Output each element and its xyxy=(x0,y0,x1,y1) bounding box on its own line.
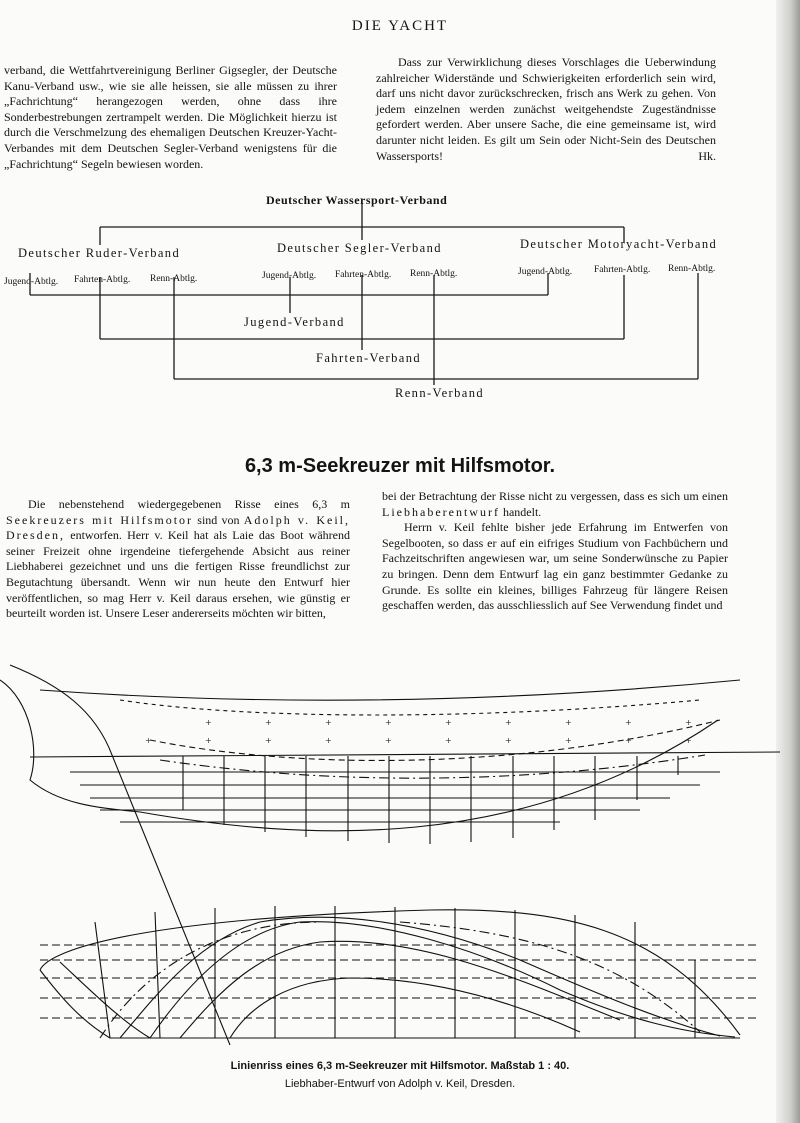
svg-text:+: + xyxy=(505,718,512,727)
running-header: DIE YACHT xyxy=(351,18,449,34)
intro-right-column xyxy=(376,55,716,164)
article-right-column xyxy=(382,489,728,614)
waterline xyxy=(30,752,780,757)
sheer-line xyxy=(40,680,740,700)
waterline-curve-4 xyxy=(230,978,580,1038)
designer-name-emphasis: Adolph v. Keil, Dresden, xyxy=(6,512,350,543)
svg-text:+: + xyxy=(205,736,212,745)
svg-text:+: + xyxy=(145,736,152,745)
station-lines xyxy=(183,756,678,844)
intro-left-column xyxy=(4,63,337,172)
rudder-stem-line xyxy=(10,665,230,1045)
article-right-fragment: bei der Betrachtung der Risse nicht zu vergessen, dass es sich um einen xyxy=(382,489,728,503)
svg-text:+: + xyxy=(385,718,392,727)
renn-verband: Renn-Verband xyxy=(395,386,484,400)
waterline-curve-2 xyxy=(150,922,735,1038)
station-marks xyxy=(145,718,692,745)
verband-ruder: Deutscher Ruder-Verband xyxy=(18,246,181,260)
intro-right-text xyxy=(376,55,716,164)
intro-left-text: verband, die Wettfahrtvereinigung Berliner Gigsegler, der Deutsche Kanu-Verband usw., wie sie alle heissen, sie alle müssen zu ihrer „Fachrichtung“ herangezogen werden, ohne dass ihre Sonderbestrebungen zertrampelt werden. Die Möglichkeit hierzu ist durch die Verschmelzung des ehemaligen Deutschen Kreuzer-Yacht-Verbandes mit dem Deutschen Segler-Verband wenigstens für die „Fachrichtung“ Segeln bewiesen worden. xyxy=(4,63,337,171)
diagonal-dashed-1 xyxy=(100,922,320,1038)
liebhaber-emphasis: Liebhaberentwurf xyxy=(382,504,500,519)
organization-chart xyxy=(0,185,800,405)
fahrten-verband: Fahrten-Verband xyxy=(316,351,421,365)
svg-text:+: + xyxy=(445,718,452,727)
figure-caption-sub: Liebhaber-Entwurf von Adolph v. Keil, Dresden. xyxy=(284,1078,516,1090)
buttock-dashed-line xyxy=(160,755,705,778)
motor-renn-abtlg: Renn-Abtlg. xyxy=(668,264,716,274)
ruder-jugend-abtlg: Jugend-Abtlg. xyxy=(4,277,59,287)
stern-outline xyxy=(0,680,140,812)
segler-jugend-abtlg: Jugend-Abtlg. xyxy=(262,271,317,281)
jugend-verband: Jugend-Verband xyxy=(244,315,345,329)
motor-fahrten-abtlg: Fahrten-Abtlg. xyxy=(594,265,651,275)
svg-text:+: + xyxy=(205,718,212,727)
org-top-node: Deutscher Wassersport-Verband xyxy=(266,193,448,207)
lines-plan-drawing xyxy=(0,660,780,1060)
svg-text:+: + xyxy=(565,718,572,727)
svg-text:+: + xyxy=(385,736,392,745)
segler-fahrten-abtlg: Fahrten-Abtlg. xyxy=(335,270,392,280)
segler-renn-abtlg: Renn-Abtlg. xyxy=(410,269,458,279)
ruder-renn-abtlg: Renn-Abtlg. xyxy=(150,274,198,284)
svg-text:+: + xyxy=(685,736,692,745)
half-breadth-view xyxy=(40,906,760,1038)
hull-lines-svg xyxy=(0,660,780,1060)
article-right-fragment: handelt. xyxy=(499,504,542,519)
figure-caption-main xyxy=(0,1060,800,1072)
verband-segler: Deutscher Segler-Verband xyxy=(277,241,442,255)
caption-title: Linienriss eines 6,3 m-Seekreuzer mit Hilfsmotor. xyxy=(230,1060,488,1072)
caption-scale: Maßstab 1 : 40. xyxy=(490,1060,570,1072)
intro-right-body: Dass zur Verwirklichung dieses Vorschlages die Ueberwindung zahlreicher Widerstände und Schwierigkeiten erforderlich sein wird, darf uns nicht davor zurückschrecken, frisch ans Werk zu gehen. Von jedem einzelnen werden zunächst weitgehendste Zugeständnisse gefordert werden. Aber unsere Sache, die eine gemeinsame ist, wird darunter nicht leiden. Es gilt um Sein oder Nicht-Sein des Deutschen Wassersports! xyxy=(376,55,716,163)
author-signature: Hk. xyxy=(698,148,716,163)
svg-text:+: + xyxy=(565,736,572,745)
verband-motoryacht: Deutscher Motoryacht-Verband xyxy=(520,237,718,251)
svg-text:+: + xyxy=(325,718,332,727)
boat-type-emphasis: Seekreuzers mit Hilfsmotor xyxy=(6,512,194,527)
ruder-fahrten-abtlg: Fahrten-Abtlg. xyxy=(74,275,131,285)
water-lines xyxy=(70,772,720,822)
svg-text:+: + xyxy=(265,736,272,745)
svg-text:+: + xyxy=(625,736,632,745)
article-title: 6,3 m-Seekreuzer mit Hilfsmotor. xyxy=(244,455,556,477)
svg-text:+: + xyxy=(685,718,692,727)
motor-jugend-abtlg: Jugend-Abtlg. xyxy=(518,267,573,277)
waterline-curve-3 xyxy=(180,941,620,1038)
svg-text:+: + xyxy=(445,736,452,745)
article-left-text xyxy=(6,497,350,622)
cabin-dashed-line xyxy=(120,700,700,715)
svg-text:+: + xyxy=(625,718,632,727)
grid-horizontal-lines xyxy=(40,945,760,1018)
org-chart-lines xyxy=(0,185,800,405)
article-left-column xyxy=(6,497,350,622)
svg-text:+: + xyxy=(265,718,272,727)
article-left-fragment: Die nebenstehend wiedergegebenen Risse eines 6,3 m xyxy=(28,497,350,511)
article-left-fragment: entworfen. Herr v. Keil hat als Laie das Boot während seiner Freizeit ohne irgendeine tiefergehende Absicht aus reiner Liebhaberei gezeichnet und uns die fertigen Risse freundlichst zur Begutachtung übersandt. Wenn wir nun heute den Entwurf hier veröffentlichen, so mag Herr v. Keil daraus ersehen, wie günstig er beurteilt worden ist. Unsere Leser andererseits möchten wir bitten, xyxy=(6,528,350,621)
article-left-fragment: sind von xyxy=(193,512,244,527)
svg-text:+: + xyxy=(325,736,332,745)
article-right-paragraph-1 xyxy=(382,489,728,520)
article-right-paragraph-2: Herrn v. Keil fehlte bisher jede Erfahrung im Entwerfen von Segelbooten, so dass er auf ein eifriges Studium von Fachbüchern und Fachzeitschriften angewiesen war, um seine Sonderwünsche zu Papier zu bringen. Denn dem Entwurf lag ein ganz bestimmter Gedanke zu Grunde. Es sollte ein kleines, billiges Fahrzeug für längere Reisen geschaffen werden, das ausschliesslich auf See Verwendung findet und xyxy=(382,520,728,613)
svg-text:+: + xyxy=(505,736,512,745)
